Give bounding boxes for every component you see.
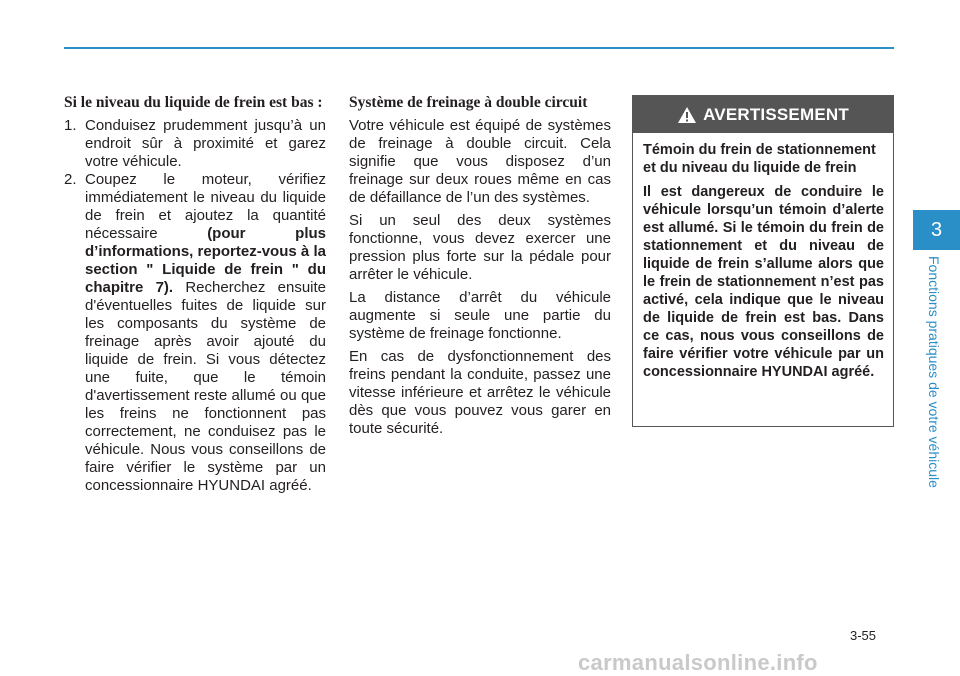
warning-title: Témoin du frein de stationnement et du niveau du liquide de frein (643, 142, 876, 176)
warning-triangle-icon (677, 106, 697, 124)
dual-circuit-column (349, 94, 611, 443)
paragraph: Votre véhicule est équipé de systèmes de freinage à double circuit. Cela signifie que vous disposez d’un freinage sur deux roues même en cas de défaillance de l’un des systèmes. (349, 117, 611, 206)
brake-fluid-heading: Si le niveau du liquide de frein est bas : (64, 94, 323, 111)
paragraph: En cas de dysfonctionnement des freins pendant la conduite, passez une vitesse inférieure et arrêtez le véhicule dès que vous pouvez vous garer en toute sécurité. (349, 348, 611, 437)
brake-fluid-column (64, 94, 326, 495)
step-text-continued: Recherchez ensuite d'éventuelles fuites de liquide sur les composants du système de freinage après avoir ajouté du liquide de frein. Si vous détectez une fuite, que le témoin d'avertissement reste allumé ou que les freins ne fonctionnent pas correctement, ne conduisez pas le véhicule. Nous vous conseillons de faire vérifier le système par un concessionnaire HYUNDAI agréé. (85, 279, 326, 494)
warning-body (633, 133, 893, 381)
warning-box (632, 95, 894, 427)
chapter-title: Fonctions pratiques de votre véhicule (926, 256, 942, 488)
step-number: 2. (64, 171, 77, 188)
watermark: carmanualsonline.info (578, 650, 818, 675)
step-text: Conduisez prudemment jusqu’à un endroit sûr à proximité et garez votre véhicule. (85, 117, 326, 170)
dual-circuit-heading: Système de freinage à double circuit (349, 94, 588, 111)
chapter-tab: 3 (913, 210, 960, 250)
step-reference: (pour plus d’informations, reportez-vous à la section " Liquide de frein " du chapitre 7). (85, 225, 326, 296)
list-item (64, 117, 326, 171)
warning-label: AVERTISSEMENT (703, 104, 849, 124)
page-number: 3-55 (850, 628, 877, 643)
steps-list (64, 117, 326, 495)
warning-header (633, 96, 893, 133)
list-item (64, 171, 326, 495)
warning-text: Il est dangereux de conduire le véhicule lorsqu’un témoin d’alerte est allumé. Si le témoin du frein de stationnement et du niveau de liquide de frein s’allume alors que le frein de stationnement n’est pas activé, cela indique que le niveau de liquide de frein est bas. Dans ce cas, nous vous conseillons de faire vérifier votre véhicule par un concessionnaire HYUNDAI agréé. (643, 184, 884, 380)
paragraph: La distance d’arrêt du véhicule augmente si seule une partie du système de freinage fonctionne. (349, 289, 611, 342)
paragraph: Si un seul des deux systèmes fonctionne, vous devez exercer une pression plus forte sur la pédale pour arrêter le véhicule. (349, 212, 611, 283)
step-text: Coupez le moteur, vérifiez immédiatement le niveau du liquide de frein et ajoutez la quantité nécessaire (85, 171, 326, 242)
top-rule (64, 47, 894, 49)
step-number: 1. (64, 117, 77, 134)
